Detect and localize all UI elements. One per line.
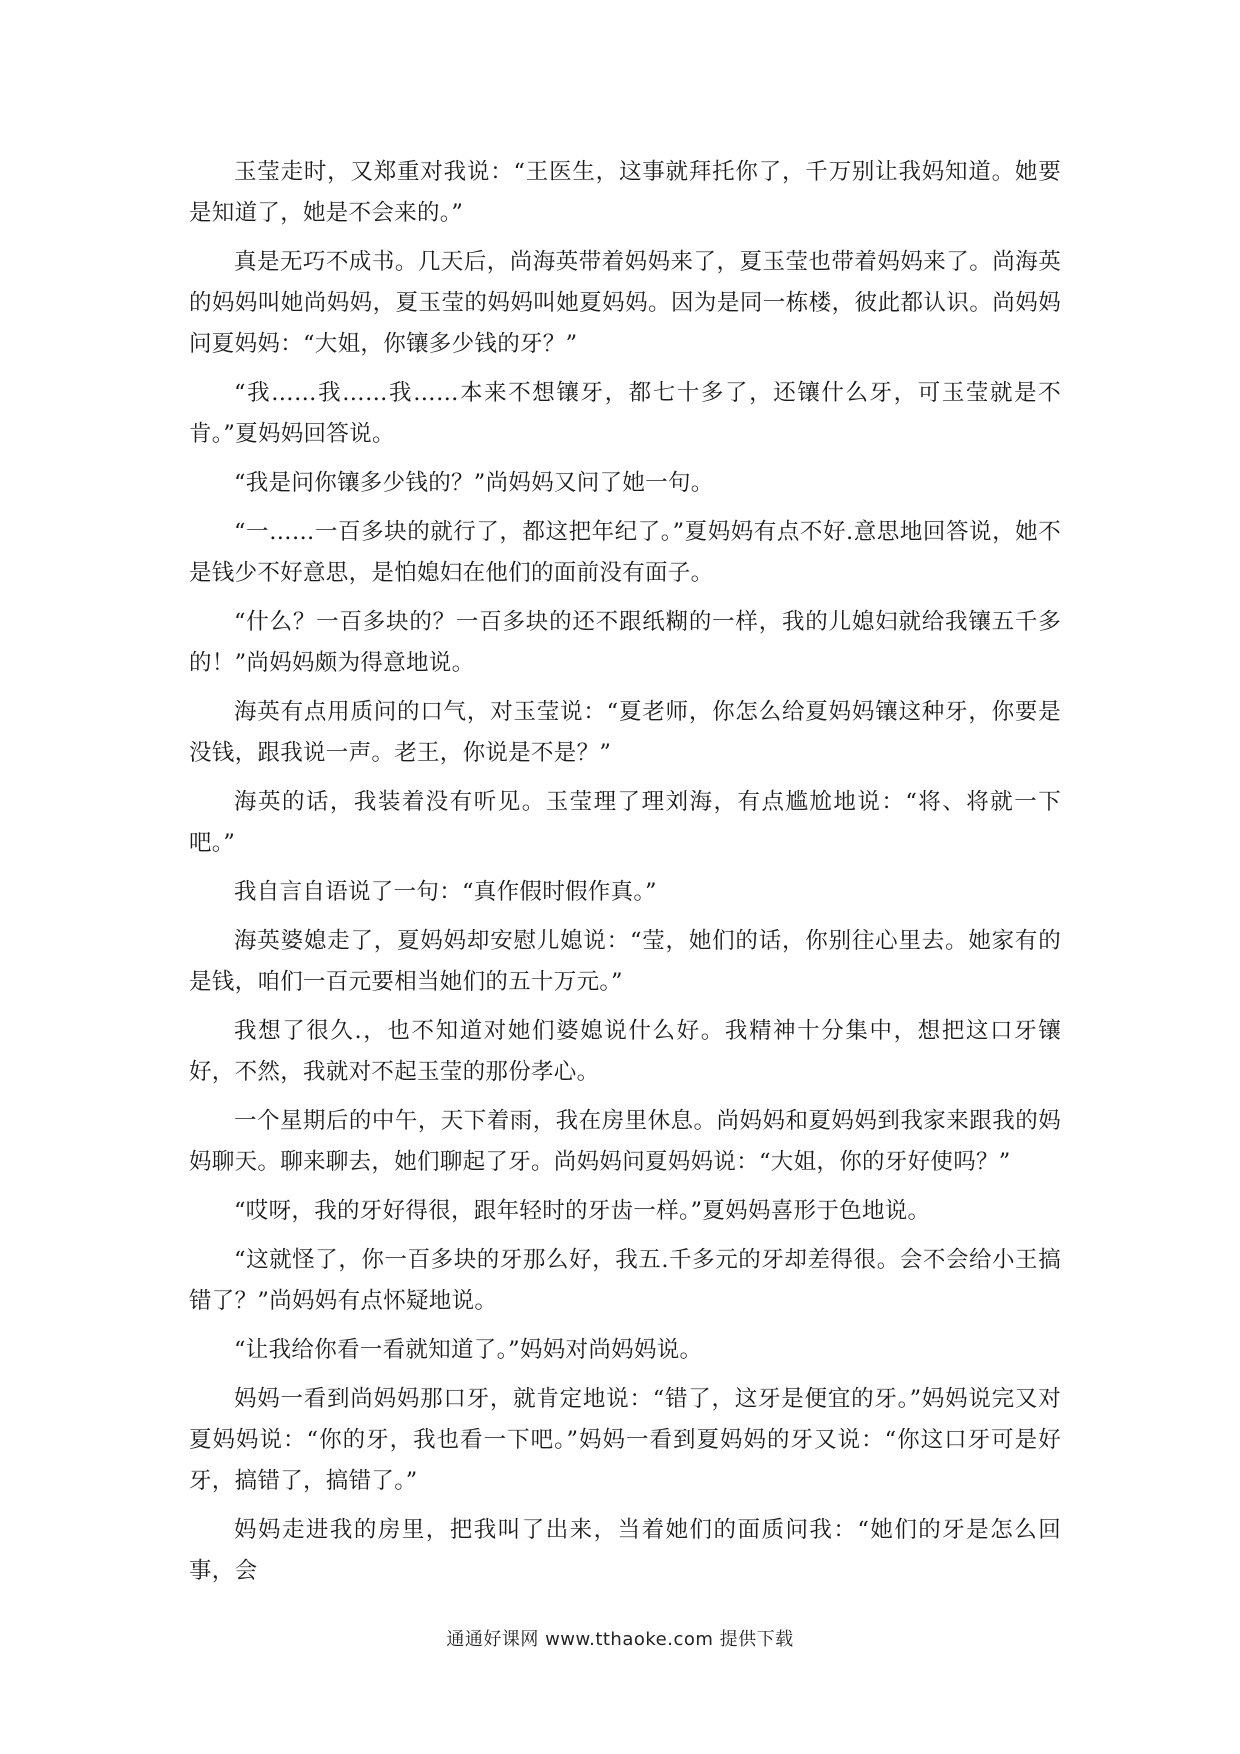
paragraph: “这就怪了，你一百多块的牙那么好，我五.千多元的牙却差得很。会不会给小王搞错了？”尚妈妈有点怀疑地说。 xyxy=(189,1247,1061,1314)
page-footer: 通通好课网 www.tthaoke.com 提供下载 xyxy=(446,1629,794,1650)
article-body xyxy=(189,152,1061,1592)
paragraph: “我……我……我……本来不想镶牙，都七十多了，还镶什么牙，可玉莹就是不肯。”夏妈妈回答说。 xyxy=(189,380,1061,447)
paragraph: “哎呀，我的牙好得很，跟年轻时的牙齿一样。”夏妈妈喜形于色地说。 xyxy=(234,1198,931,1224)
paragraph: “什么？一百多块的？一百多块的还不跟纸糊的一样，我的儿媳妇就给我镶五千多的！”尚妈妈颇为得意地说。 xyxy=(189,609,1061,676)
paragraph: 我自言自语说了一句：“真作假时假作真。” xyxy=(234,879,657,905)
paragraph: 妈妈一看到尚妈妈那口牙，就肯定地说：“错了，这牙是便宜的牙。”妈妈说完又对夏妈妈说：“你的牙，我也看一下吧。”妈妈一看到夏妈妈的牙又说：“你这口牙可是好牙，搞错了，搞错了。” xyxy=(189,1386,1061,1494)
paragraph: 真是无巧不成书。几天后，尚海英带着妈妈来了，夏玉莹也带着妈妈来了。尚海英的妈妈叫她尚妈妈，夏玉莹的妈妈叫她夏妈妈。因为是同一栋楼，彼此都认识。尚妈妈问夏妈妈：“大姐，你镶多少钱的牙？” xyxy=(189,249,1061,357)
paragraph: 我想了很久.，也不知道对她们婆媳说什么好。我精神十分集中，想把这口牙镶好，不然，我就对不起玉莹的那份孝心。 xyxy=(189,1018,1061,1085)
paragraph: 海英婆媳走了，夏妈妈却安慰儿媳说：“莹，她们的话，你别往心里去。她家有的是钱，咱们一百元要相当她们的五十万元。” xyxy=(189,928,1061,995)
paragraph: “让我给你看一看就知道了。”妈妈对尚妈妈说。 xyxy=(234,1337,703,1363)
paragraph: “我是问你镶多少钱的？”尚妈妈又问了她一句。 xyxy=(234,470,714,496)
paragraph: “一……一百多块的就行了，都这把年纪了。”夏妈妈有点不好.意思地回答说，她不是钱少不好意思，是怕媳妇在他们的面前没有面子。 xyxy=(189,519,1061,586)
paragraph: 玉莹走时，又郑重对我说：“王医生，这事就拜托你了，千万别让我妈知道。她要是知道了，她是不会来的。” xyxy=(189,159,1061,226)
paragraph: 海英的话，我装着没有听见。玉莹理了理刘海，有点尴尬地说：“将、将就一下吧。” xyxy=(189,789,1061,856)
paragraph: 一个星期后的中午，天下着雨，我在房里休息。尚妈妈和夏妈妈到我家来跟我的妈妈聊天。聊来聊去，她们聊起了牙。尚妈妈问夏妈妈说：“大姐，你的牙好使吗？” xyxy=(189,1108,1061,1175)
paragraph: 海英有点用质问的口气，对玉莹说：“夏老师，你怎么给夏妈妈镶这种牙，你要是没钱，跟我说一声。老王，你说是不是？” xyxy=(189,699,1061,766)
paragraph: 妈妈走进我的房里，把我叫了出来，当着她们的面质问我：“她们的牙是怎么回事，会 xyxy=(189,1517,1061,1584)
